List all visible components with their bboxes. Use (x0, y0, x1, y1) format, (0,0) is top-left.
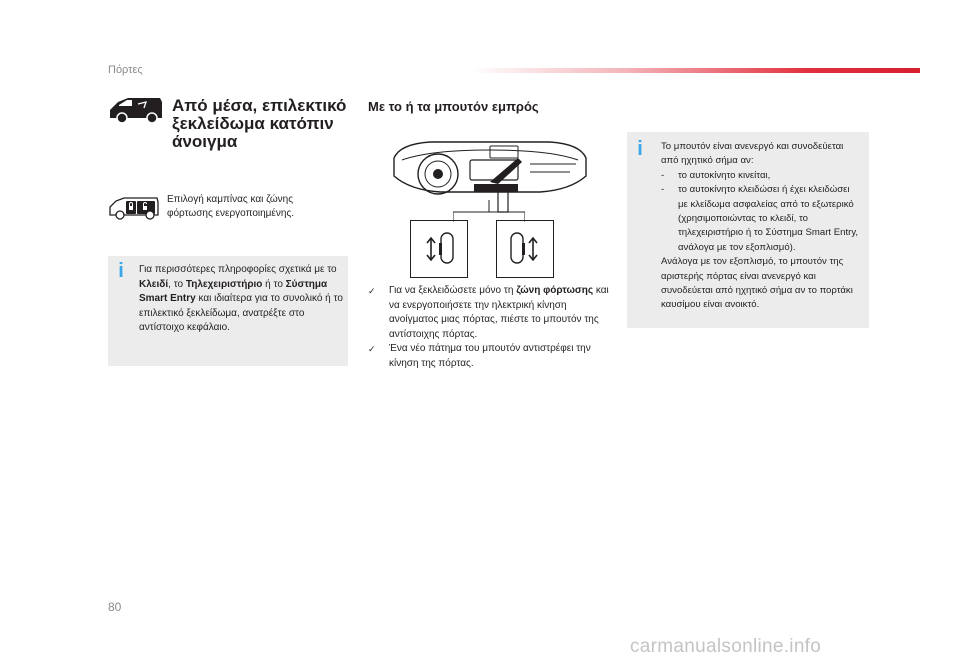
step-1-text: Για να ξεκλειδώσετε μόνο τη ζώνη φόρτωσης και να ενεργοποιήσετε την ηλεκτρική κίνηση ανοίγματος μιας πόρτας, πιέστε το μπουτόν της αντίστοιχης πόρτας. (389, 285, 609, 340)
info-icon: i (118, 260, 124, 282)
instruction-steps (368, 284, 618, 371)
step-bullet-icon: ✓ (368, 344, 376, 354)
step-2 (368, 342, 618, 371)
right-sliding-door-icon (497, 221, 553, 277)
key-ref: Κλειδί (139, 278, 169, 290)
right-door-button-illustration (496, 220, 554, 278)
remote-ref: Τηλεχειριστήριο (185, 278, 263, 290)
step-2-text: Ένα νέο πάτημα του μπουτόν αντιστρέφει την κίνηση της πόρτας. (389, 343, 591, 369)
info-box-button-inactive (627, 132, 869, 328)
info-box-references (108, 256, 348, 366)
section-title: Από μέσα, επιλεκτικό ξεκλείδωμα κατόπιν άνοιγμα (172, 96, 347, 151)
smart-entry-ref: Σύστημα Smart Entry (139, 278, 328, 304)
info-text: Για περισσότερες πληροφορίες σχετικά με το Κλειδί, το Τηλεχειριστήριο ή το Σύστημα Smart Entry και ιδιαίτερα για το συνολικό ή το επιλεκτικό ξεκλείδωμα, ανατρέξτε στο αντίστοιχο κεφάλαιο. (139, 264, 343, 333)
front-buttons-title: Με το ή τα μπουτόν εμπρός (368, 99, 539, 114)
section-header: Πόρτες (108, 64, 143, 76)
step-bullet-icon: ✓ (368, 286, 376, 296)
info-icon: i (637, 138, 643, 160)
left-door-button-illustration (410, 220, 468, 278)
cargo-zone-caption: Επιλογή καμπίνας και ζώνης φόρτωσης ενεργοποιημένης. (167, 194, 295, 219)
info-text: Το μπουτόν είναι ανενεργό και συνοδεύεται από ηχητικό σήμα αν: - το αυτοκίνητο κινείται, - το αυτοκίνητο κλειδώσει ή έχει κλειδώσει με κλείδωμα ασφαλείας από το εξωτερικό (χρησιμοποιώντας το κλειδί, το τηλεχειριστήριο ή το Σύστημα Smart Entry, ανάλογα με τον εξοπλισμό). Ανάλογα με τον εξοπλισμό, το μπουτόν της αριστερής πόρτας είναι ανενεργό και συνοδεύεται από ηχητικό σήμα αν το πορτάκι καυσίμου είναι ανοικτό. (661, 141, 859, 311)
leader-lines (453, 200, 525, 222)
cargo-unlock-icon (108, 195, 160, 221)
van-icon (108, 96, 164, 124)
step-1 (368, 284, 618, 342)
watermark: carmanualsonline.info (630, 636, 822, 657)
header-accent-bar (470, 68, 920, 73)
page-number: 80 (108, 600, 122, 614)
left-sliding-door-icon (411, 221, 467, 277)
